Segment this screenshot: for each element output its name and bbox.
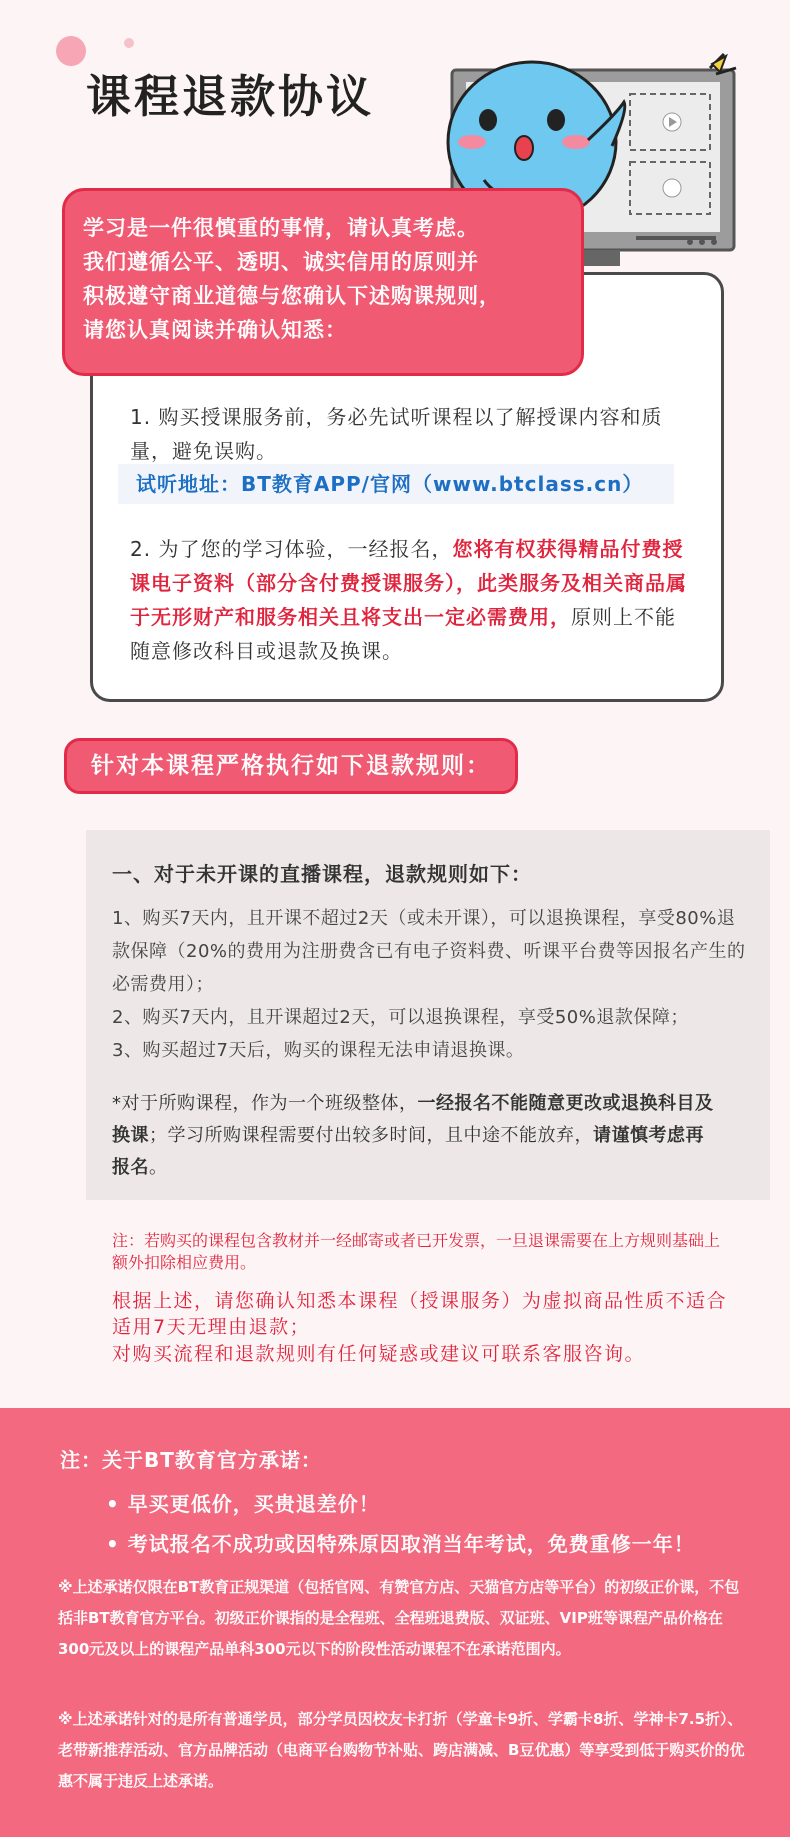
note-contact: 对购买流程和退款规则有任何疑惑或建议可联系客服咨询。: [112, 1343, 646, 1365]
intro-line: 我们遵循公平、透明、诚实信用的原则并: [83, 250, 479, 274]
intro-line: 积极遵守商业道德与您确认下述购课规则，: [83, 284, 501, 308]
remark-text: *对于所购课程，作为一个班级整体，: [112, 1093, 418, 1114]
term-item-2: [130, 532, 690, 668]
trial-address[interactable]: 试听地址：BT教育APP/官网（www.btclass.cn）: [118, 464, 674, 504]
intro-line: 学习是一件很慎重的事情，请认真考虑。: [83, 216, 479, 240]
decor-dot-small: [124, 38, 134, 48]
decor-dot: [56, 36, 86, 66]
promise-fineprint-1: ※上述承诺仅限在BT教育正规渠道（包括官网、有赞官方店、天猫官方店等平台）的初级正价课，不包括非BT教育官方平台。初级正价课指的是全程班、全程班退费版、双证班、VIP班等课程产品价格在300元及以上的课程产品单科300元以下的阶段性活动课程不在承诺范围内。: [58, 1578, 740, 1658]
intro-box: [62, 188, 584, 376]
list-item: 2、购买7天内，且开课超过2天，可以退换课程，享受50%退款保障；: [112, 1007, 689, 1028]
promise-bullets: [106, 1484, 766, 1564]
term-item-2-highlight: 您将有权获得精品付费授课电子资料（部分含付费授课服务），此类服务及相关商品属于无形财产和服务相关且将支出一定必需费用，: [130, 537, 687, 629]
remark-text: 。: [149, 1157, 168, 1178]
remark-text: ；学习所购课程需要付出较多时间，且中途不能放弃，: [149, 1125, 593, 1146]
rules-list: [112, 902, 748, 1067]
term-item-1: 1. 购买授课服务前，务必先试听课程以了解授课内容和质量，避免误购。: [130, 405, 663, 463]
list-item: • 早买更低价，买贵退差价！: [106, 1484, 766, 1524]
remark-bold: 一经报名不能随意更改或退换科目及换课: [112, 1093, 714, 1146]
rules-heading-pill: 针对本课程严格执行如下退款规则：: [64, 738, 518, 794]
note-materials: 注：若购买的课程包含教材并一经邮寄或者已开发票，一旦退课需要在上方规则基础上额外扣除相应费用。: [112, 1231, 721, 1272]
term-item-2-prefix: 2. 为了您的学习体验，一经报名，: [130, 537, 453, 561]
rules-remark: [112, 1088, 722, 1184]
list-item: • 考试报名不成功或因特殊原因取消当年考试，免费重修一年！: [106, 1524, 766, 1564]
remark-bold: 请谨慎考虑再报名: [112, 1125, 704, 1178]
promise-fineprint-2: ※上述承诺针对的是所有普通学员，部分学员因校友卡打折（学童卡9折、学霸卡8折、学神卡7.5折）、老带新推荐活动、官方品牌活动（电商平台购物节补贴、跨店满减、B豆优惠）等享受到低于购买价的优惠不属于违反上述承诺。: [58, 1710, 745, 1790]
list-item: 3、购买超过7天后，购买的课程无法申请退换课。: [112, 1040, 525, 1061]
note-virtual-goods: 根据上述，请您确认知悉本课程（授课服务）为虚拟商品性质不适合适用7天无理由退款；: [112, 1290, 728, 1338]
term-item-2-suffix: 原则上不能随意修改科目或退款及换课。: [130, 605, 676, 663]
rules-heading: 一、对于未开课的直播课程，退款规则如下：: [112, 862, 532, 886]
page-title: 课程退款协议: [86, 70, 375, 123]
promise-title: 注：关于BT教育官方承诺：: [60, 1448, 322, 1472]
list-item: 1、购买7天内，且开课不超过2天（或未开课），可以退换课程，享受80%退款保障（20%的费用为注册费含已有电子资料费、听课平台费等因报名产生的必需费用）；: [112, 908, 746, 995]
intro-line: 请您认真阅读并确认知悉：: [83, 318, 347, 342]
